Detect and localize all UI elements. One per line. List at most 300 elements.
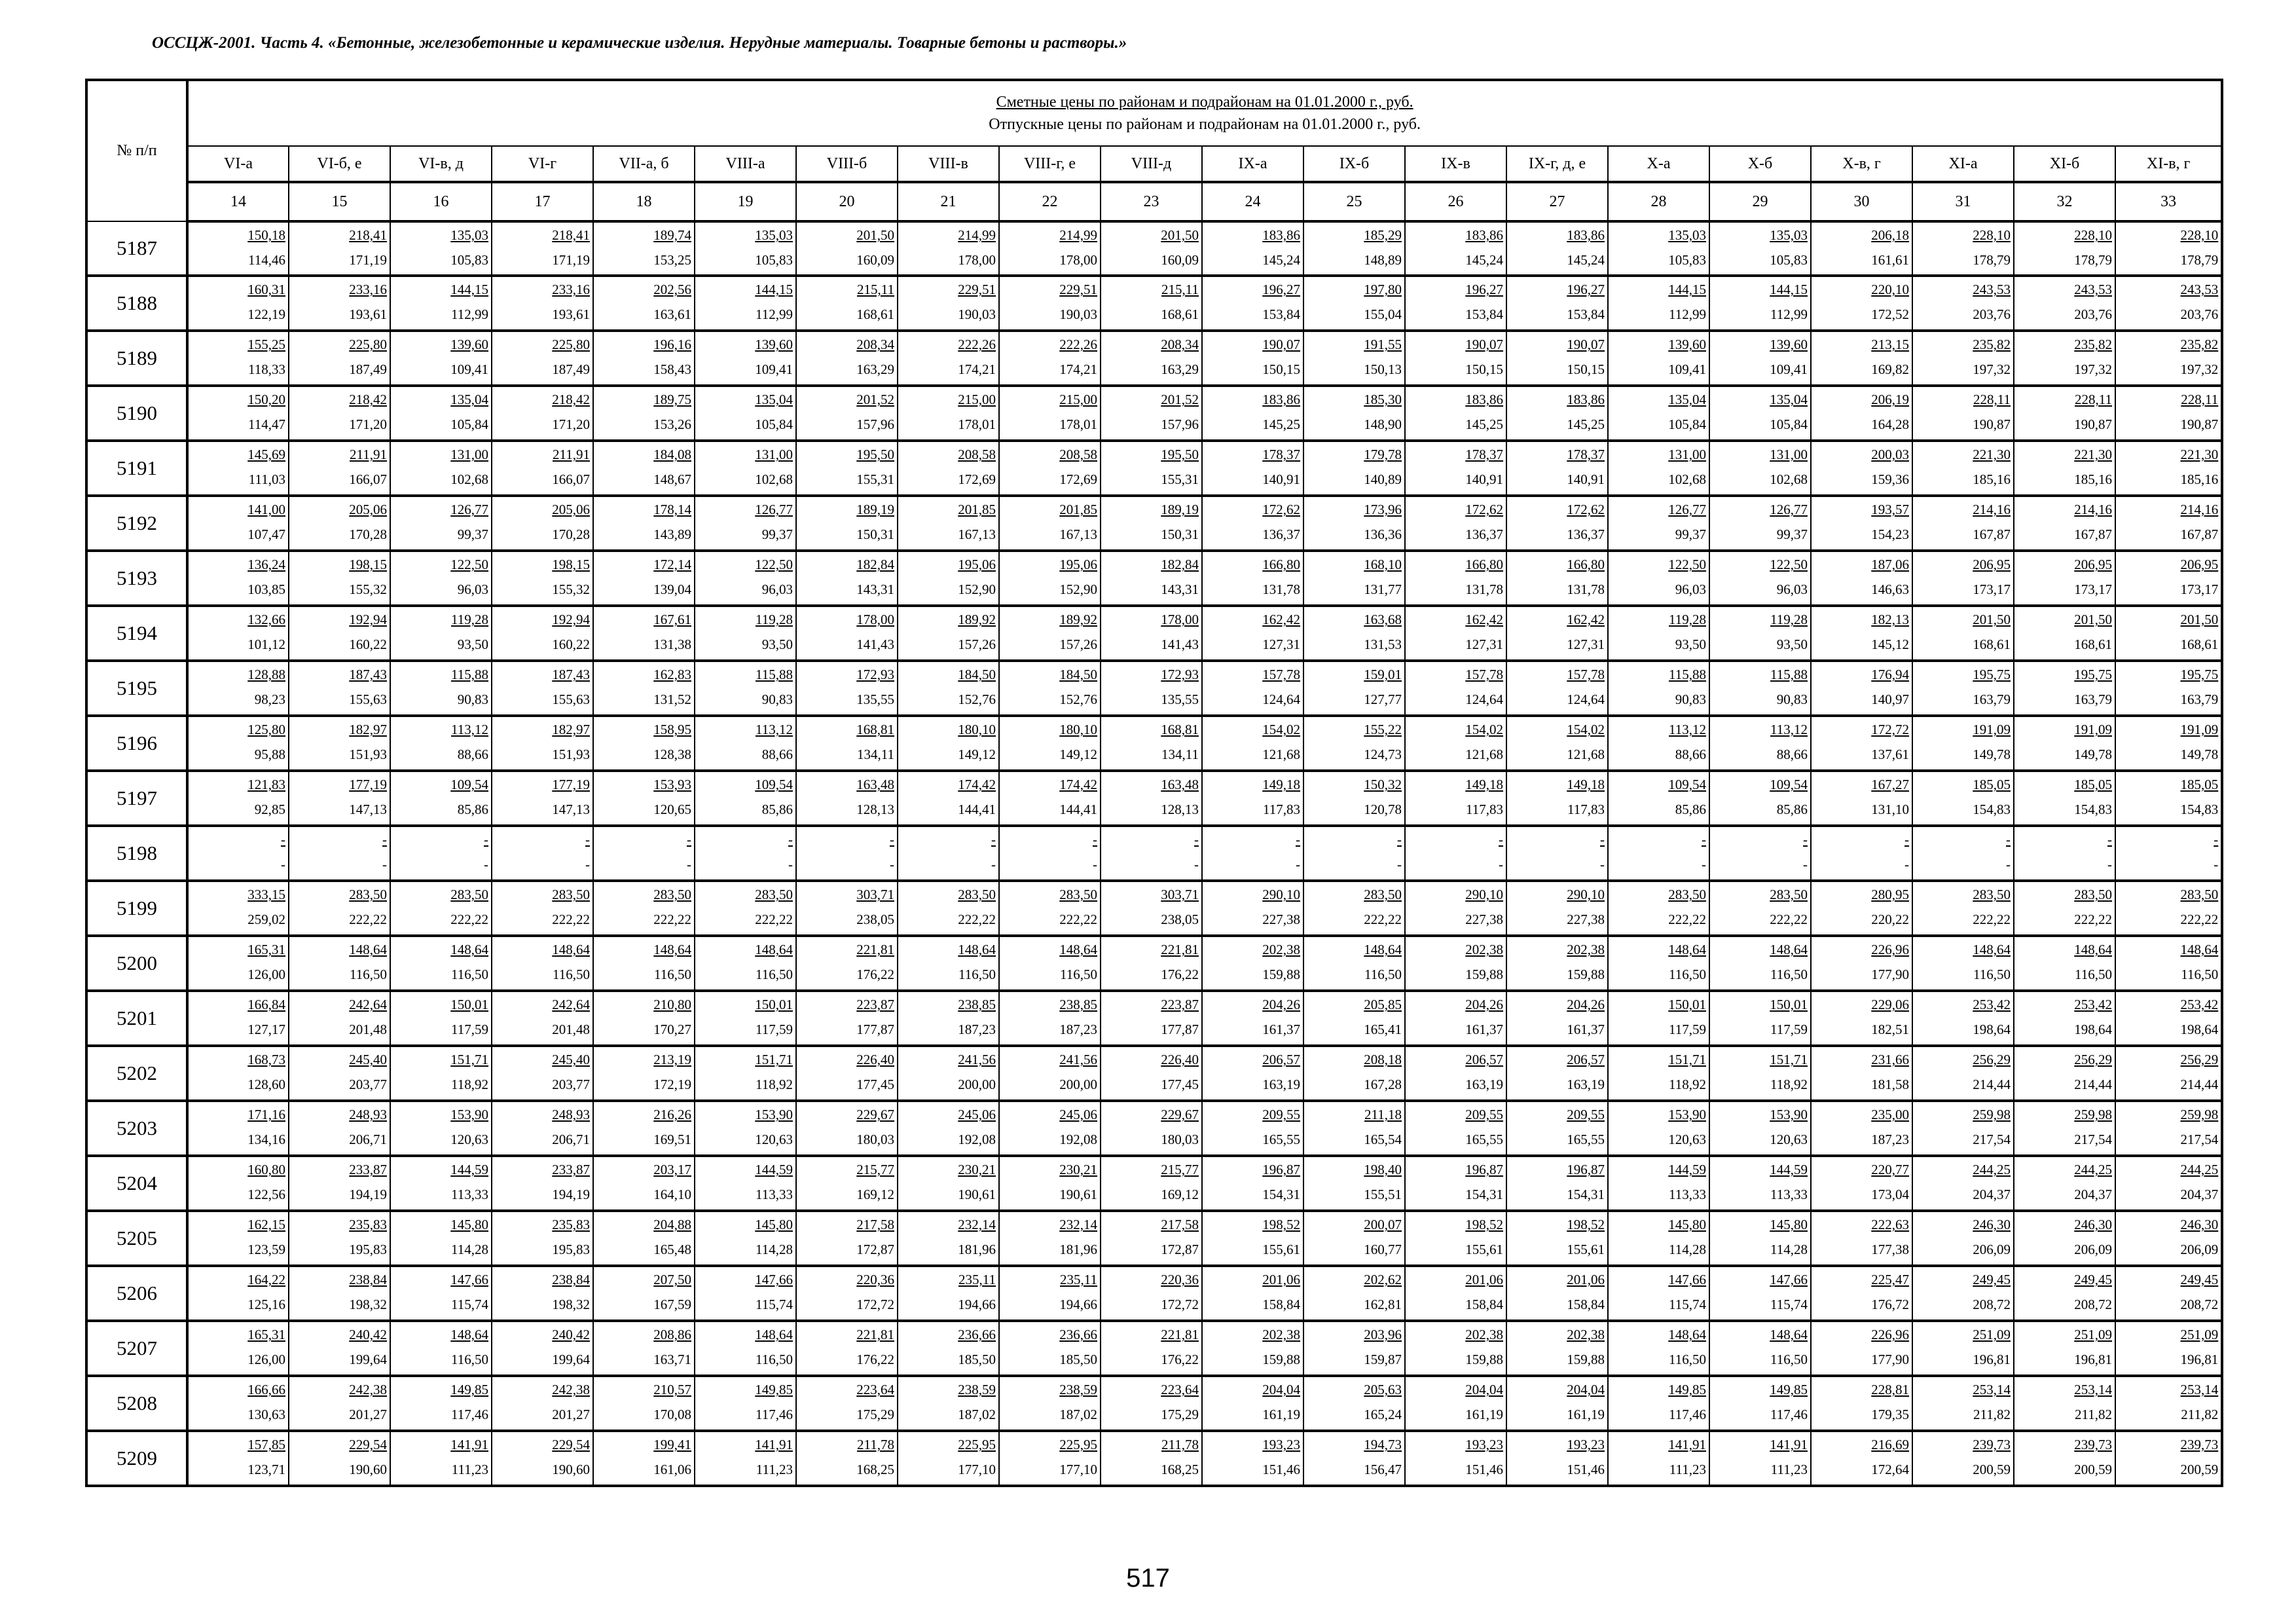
price-cell (390, 551, 492, 606)
estimated-price-value: 148,64 (958, 942, 996, 957)
release-price-value: 194,19 (349, 1187, 387, 1202)
estimated-price (1609, 1432, 1709, 1457)
estimated-price (797, 497, 897, 522)
release-price-value: 123,59 (247, 1242, 285, 1257)
estimated-price (797, 772, 897, 797)
estimated-price-value: 135,03 (755, 227, 793, 243)
release-price-value: 96,03 (1776, 581, 1808, 597)
table-row (86, 386, 2222, 441)
release-price-value: 116,50 (1060, 967, 1097, 982)
price-cell (390, 771, 492, 826)
price-cell (187, 221, 289, 276)
price-cell (492, 991, 593, 1046)
price-cell (898, 331, 999, 386)
estimated-price-value: 184,50 (958, 667, 996, 682)
price-cell (187, 441, 289, 496)
estimated-price-value: 244,25 (2180, 1162, 2219, 1177)
price-cell (593, 661, 695, 716)
release-price-value: 203,76 (2074, 306, 2112, 322)
release-price-value: 122,56 (247, 1187, 285, 1202)
release-price-value: 116,50 (654, 967, 691, 982)
estimated-price (898, 387, 998, 412)
estimated-price (1913, 607, 2013, 632)
release-price-value: 160,77 (1364, 1242, 1402, 1257)
estimated-price (2014, 1157, 2115, 1182)
release-price-value: 214,44 (2180, 1077, 2219, 1092)
row-number: 5192 (86, 496, 187, 551)
estimated-price-value: 206,57 (1262, 1052, 1300, 1067)
release-price-value: 166,07 (349, 471, 387, 487)
estimated-price (1000, 1047, 1100, 1072)
estimated-price-value: 148,64 (1364, 942, 1402, 957)
release-price-value: 116,50 (2075, 967, 2112, 982)
column-number: 29 (1709, 182, 1811, 221)
estimated-price-value: 241,56 (1059, 1052, 1097, 1067)
price-cell (1912, 551, 2014, 606)
estimated-price (1507, 772, 1607, 797)
price-cell (390, 1431, 492, 1486)
price-cell (796, 496, 898, 551)
estimated-price-value: 204,26 (1465, 997, 1503, 1012)
release-price-value: 115,74 (451, 1297, 488, 1312)
estimated-price (492, 607, 592, 632)
estimated-price (1812, 772, 1912, 797)
estimated-price-value: 172,62 (1567, 502, 1605, 517)
release-price-value: 169,51 (653, 1132, 691, 1147)
price-cell (1811, 441, 1912, 496)
estimated-price-value: 259,98 (1973, 1107, 2011, 1122)
estimated-price (1101, 1432, 1201, 1457)
estimated-price (289, 717, 390, 742)
release-price-value: 159,88 (1262, 1352, 1300, 1367)
estimated-price-value: 182,97 (349, 722, 387, 737)
estimated-price (797, 882, 897, 907)
price-cell (999, 1211, 1101, 1266)
estimated-price-value: 190,07 (1465, 337, 1503, 352)
estimated-price (2014, 717, 2115, 742)
estimated-price (898, 992, 998, 1017)
release-price-value: 150,31 (856, 526, 894, 542)
estimated-price (2116, 552, 2221, 577)
release-price-value: 195,83 (349, 1242, 387, 1257)
estimated-price-value: 131,00 (1668, 447, 1706, 462)
release-price-value: 155,63 (349, 692, 387, 707)
release-price-value: 187,02 (1059, 1407, 1097, 1422)
estimated-price-value: 119,28 (451, 612, 488, 627)
estimated-price-value: 201,50 (2074, 612, 2112, 627)
price-cell (796, 991, 898, 1046)
estimated-price (898, 277, 998, 302)
price-cell (1709, 771, 1811, 826)
estimated-price (1304, 717, 1404, 742)
price-cell (1709, 1321, 1811, 1376)
price-cell (492, 1266, 593, 1321)
table-row (86, 1101, 2222, 1156)
price-cell (1202, 716, 1303, 771)
estimated-price (1203, 827, 1303, 852)
release-price-value: 194,19 (552, 1187, 590, 1202)
release-price-value: 155,61 (1465, 1242, 1503, 1257)
estimated-price-value: 153,90 (755, 1107, 793, 1122)
estimated-price-value: 154,02 (1567, 722, 1605, 737)
estimated-price-value: 283,50 (1668, 887, 1706, 902)
estimated-price (594, 332, 694, 357)
estimated-price (1304, 497, 1404, 522)
estimated-price-value: 244,25 (1973, 1162, 2011, 1177)
estimated-price-value: 232,14 (1059, 1217, 1097, 1232)
estimated-price-value: 172,72 (1871, 722, 1909, 737)
price-cell (796, 1376, 898, 1431)
estimated-price (1000, 1102, 1100, 1127)
release-price-value: 152,76 (1059, 692, 1097, 707)
estimated-price (797, 1047, 897, 1072)
price-cell (1811, 1101, 1912, 1156)
price-cell (187, 771, 289, 826)
estimated-price (1710, 1432, 1810, 1457)
region-header: VI-б, е (289, 146, 390, 182)
release-price-value: 90,83 (457, 692, 488, 707)
column-number: 33 (2115, 182, 2222, 221)
estimated-price (898, 772, 998, 797)
estimated-price-value: 145,80 (755, 1217, 793, 1232)
price-cell (796, 331, 898, 386)
estimated-price-value: - (2107, 832, 2112, 847)
estimated-price-value: 166,80 (1567, 557, 1605, 572)
estimated-price (797, 552, 897, 577)
price-cell (898, 1431, 999, 1486)
estimated-price-value: 148,64 (2180, 942, 2219, 957)
estimated-price-value: 200,03 (1871, 447, 1909, 462)
column-number: 25 (1303, 182, 1405, 221)
estimated-price-value: 229,54 (349, 1437, 387, 1452)
estimated-price (1203, 717, 1303, 742)
price-cell (1608, 441, 1709, 496)
price-cell (1405, 441, 1506, 496)
estimated-price-value: - (1296, 832, 1300, 847)
estimated-price (2116, 223, 2221, 248)
price-cell (390, 936, 492, 991)
estimated-price (797, 1267, 897, 1292)
price-cell (2115, 276, 2222, 331)
estimated-price (594, 1322, 694, 1347)
release-price-value: 150,15 (1262, 361, 1300, 377)
estimated-price (391, 497, 491, 522)
region-header: VIII-б (796, 146, 898, 182)
estimated-price-value: 148,64 (1770, 942, 1808, 957)
price-cell (492, 276, 593, 331)
release-price-value: 157,96 (856, 416, 894, 432)
estimated-price (1609, 1322, 1709, 1347)
estimated-price (1203, 1267, 1303, 1292)
price-cell (1811, 606, 1912, 661)
estimated-price-value: 211,91 (553, 447, 590, 462)
price-cell (695, 221, 796, 276)
estimated-price (1304, 772, 1404, 797)
estimated-price-value: 226,96 (1871, 942, 1909, 957)
price-cell (187, 1431, 289, 1486)
estimated-price-value: 221,30 (2074, 447, 2112, 462)
estimated-price (1609, 882, 1709, 907)
estimated-price-value: 245,06 (1059, 1107, 1097, 1122)
estimated-price (1710, 772, 1810, 797)
estimated-price (189, 277, 288, 302)
release-price-value: 154,31 (1262, 1187, 1300, 1202)
estimated-price-value: 259,98 (2180, 1107, 2219, 1122)
price-cell (1709, 221, 1811, 276)
price-cell (1912, 1321, 2014, 1376)
estimated-price (594, 937, 694, 962)
release-price-value: 96,03 (1675, 581, 1706, 597)
release-price-value: 117,46 (451, 1407, 488, 1422)
estimated-price (1812, 1377, 1912, 1402)
estimated-price (1000, 937, 1100, 962)
price-cell (2014, 1266, 2115, 1321)
estimated-price (594, 1047, 694, 1072)
release-price-value: 88,66 (1776, 747, 1808, 762)
estimated-price-value: 128,88 (247, 667, 285, 682)
release-price-value: 118,92 (756, 1077, 793, 1092)
estimated-price-value: 141,91 (450, 1437, 488, 1452)
estimated-price (695, 1102, 795, 1127)
release-price-value: 168,25 (1161, 1462, 1199, 1477)
estimated-price (1913, 1102, 2013, 1127)
estimated-price (594, 772, 694, 797)
release-price-value: 187,23 (958, 1022, 996, 1037)
estimated-price (1609, 387, 1709, 412)
estimated-price (1203, 387, 1303, 412)
estimated-price (1710, 1377, 1810, 1402)
row-number: 5191 (86, 441, 187, 496)
table-row (86, 1156, 2222, 1211)
release-price-value: 107,47 (247, 526, 285, 542)
estimated-price (594, 1102, 694, 1127)
estimated-price-value: 150,01 (755, 997, 793, 1012)
price-cell (1405, 661, 1506, 716)
estimated-price (1406, 1322, 1506, 1347)
estimated-price (2014, 992, 2115, 1017)
release-price-value: 156,47 (1364, 1462, 1402, 1477)
release-price-value: 145,24 (1567, 252, 1605, 268)
estimated-price (1406, 1102, 1506, 1127)
price-cell (390, 1376, 492, 1431)
estimated-price-value: 248,93 (349, 1107, 387, 1122)
estimated-price (2014, 607, 2115, 632)
release-price-value: 85,86 (1675, 802, 1706, 817)
estimated-price (492, 882, 592, 907)
release-price-value: 178,79 (2074, 252, 2112, 268)
release-price-value: 121,68 (1567, 747, 1605, 762)
release-price-value: 116,50 (1669, 1352, 1706, 1367)
price-cell (898, 661, 999, 716)
price-cell (1405, 496, 1506, 551)
release-price-value: 174,21 (958, 361, 996, 377)
estimated-price-value: 220,36 (856, 1272, 894, 1287)
price-cell (1709, 551, 1811, 606)
price-cell (2115, 1046, 2222, 1101)
price-cell (1608, 221, 1709, 276)
price-cell (796, 771, 898, 826)
price-cell (695, 936, 796, 991)
estimated-price (797, 277, 897, 302)
estimated-price-value: 126,77 (1770, 502, 1808, 517)
estimated-price (1101, 552, 1201, 577)
estimated-price-value: 109,54 (1668, 777, 1706, 792)
estimated-price-value: 196,27 (1567, 282, 1605, 297)
price-cell (289, 331, 390, 386)
release-price-value: 155,32 (349, 581, 387, 597)
price-cell (999, 1376, 1101, 1431)
estimated-price (1609, 937, 1709, 962)
column-number: 26 (1405, 182, 1506, 221)
estimated-price (1000, 497, 1100, 522)
release-price-value: 169,12 (856, 1187, 894, 1202)
release-price-value: 168,61 (2180, 637, 2219, 652)
estimated-price-value: 150,32 (1364, 777, 1402, 792)
estimated-price (1101, 1377, 1201, 1402)
estimated-price-value: 183,86 (1567, 392, 1605, 407)
estimated-price-value: 238,84 (552, 1272, 590, 1287)
estimated-price-value: 209,55 (1465, 1107, 1503, 1122)
estimated-price-value: 183,86 (1262, 392, 1300, 407)
estimated-price (1812, 662, 1912, 687)
price-cell (1506, 1266, 1608, 1321)
release-price-value: 158,84 (1262, 1297, 1300, 1312)
region-header: IX-б (1303, 146, 1405, 182)
price-cell (2115, 221, 2222, 276)
price-cell (1811, 881, 1912, 936)
table-row (86, 661, 2222, 716)
price-cell (1811, 661, 1912, 716)
estimated-price (2116, 607, 2221, 632)
release-price-value: 122,19 (247, 306, 285, 322)
estimated-price-value: 235,82 (2074, 337, 2112, 352)
estimated-price-value: 168,10 (1364, 557, 1402, 572)
price-cell (1506, 1376, 1608, 1431)
estimated-price (695, 992, 795, 1017)
price-cell (1303, 496, 1405, 551)
estimated-price (1406, 387, 1506, 412)
estimated-price (695, 1157, 795, 1182)
release-price-value: 105,84 (1668, 416, 1706, 432)
estimated-price (1812, 332, 1912, 357)
table-row (86, 991, 2222, 1046)
price-cell (1303, 826, 1405, 881)
release-price-value: 111,23 (1669, 1462, 1706, 1477)
estimated-price (1406, 552, 1506, 577)
price-cell (695, 386, 796, 441)
price-cell (796, 661, 898, 716)
release-price-value: 168,61 (2074, 637, 2112, 652)
estimated-price-value: 239,73 (2180, 1437, 2219, 1452)
release-price-value: 168,61 (1161, 306, 1199, 322)
estimated-price-value: 226,96 (1871, 1327, 1909, 1342)
release-price-value: 105,83 (450, 252, 488, 268)
estimated-price-value: 228,10 (2180, 227, 2219, 243)
estimated-price (1913, 1432, 2013, 1457)
estimated-price-value: 195,06 (958, 557, 996, 572)
release-price-value: 167,87 (1973, 526, 2011, 542)
price-cell (1303, 276, 1405, 331)
release-price-value: 201,48 (349, 1022, 387, 1037)
release-price-value: 187,49 (552, 361, 590, 377)
release-price-value: 151,93 (552, 747, 590, 762)
price-cell (1709, 606, 1811, 661)
estimated-price-value: 253,14 (2180, 1382, 2219, 1397)
release-price-value: 116,50 (451, 1352, 488, 1367)
estimated-price (1507, 442, 1607, 467)
column-number: 22 (999, 182, 1101, 221)
estimated-price (492, 1047, 592, 1072)
estimated-price-value: 283,50 (2180, 887, 2219, 902)
release-price-value: 178,00 (1059, 252, 1097, 268)
column-header-number: № п/п (86, 80, 187, 221)
release-price-value: 177,10 (1059, 1462, 1097, 1477)
estimated-price (898, 1322, 998, 1347)
release-price-value: 163,79 (2180, 692, 2219, 707)
estimated-price (1304, 1432, 1404, 1457)
release-price-value: 96,03 (761, 581, 793, 597)
estimated-price (1406, 937, 1506, 962)
table-row (86, 1046, 2222, 1101)
estimated-price-value: 206,95 (1973, 557, 2011, 572)
release-price-value: 120,63 (450, 1132, 488, 1147)
estimated-price (1000, 1267, 1100, 1292)
estimated-price (594, 827, 694, 852)
estimated-price (1304, 1377, 1404, 1402)
release-price-value: 103,85 (247, 581, 285, 597)
estimated-price (1406, 277, 1506, 302)
estimated-price-value: 251,09 (2074, 1327, 2112, 1342)
estimated-price-value: 113,12 (451, 722, 488, 737)
release-price-value: 177,90 (1871, 967, 1909, 982)
price-cell (1506, 661, 1608, 716)
price-cell (2014, 1431, 2115, 1486)
estimated-price (1304, 1102, 1404, 1127)
price-cell (1811, 221, 1912, 276)
estimated-price (1507, 882, 1607, 907)
price-cell (1811, 1046, 1912, 1101)
release-price-value: 128,13 (856, 802, 894, 817)
price-cell (695, 661, 796, 716)
release-price-value: 203,77 (349, 1077, 387, 1092)
price-cell (1608, 496, 1709, 551)
price-cell (1608, 826, 1709, 881)
estimated-price (2116, 442, 2221, 467)
release-price-value: 116,50 (756, 1352, 793, 1367)
estimated-price-value: 218,41 (349, 227, 387, 243)
estimated-price (2014, 552, 2115, 577)
release-price-value: 190,60 (349, 1462, 387, 1477)
estimated-price-value: 166,66 (247, 1382, 285, 1397)
price-cell (390, 1101, 492, 1156)
price-cell (1608, 991, 1709, 1046)
estimated-price-value: 151,71 (1668, 1052, 1706, 1067)
estimated-price-value: 215,77 (856, 1162, 894, 1177)
estimated-price-value: 283,50 (450, 887, 488, 902)
estimated-price (1812, 497, 1912, 522)
estimated-price-value: 215,11 (857, 282, 894, 297)
price-cell (289, 276, 390, 331)
price-cell (593, 1101, 695, 1156)
estimated-price (2014, 1047, 2115, 1072)
region-header: X-а (1608, 146, 1709, 182)
release-price-value: 135,55 (1161, 692, 1199, 707)
estimated-price-value: 196,87 (1262, 1162, 1300, 1177)
estimated-price (1101, 882, 1201, 907)
column-number: 32 (2014, 182, 2115, 221)
estimated-price-value: 204,26 (1262, 997, 1300, 1012)
release-price-value: 190,87 (2074, 416, 2112, 432)
